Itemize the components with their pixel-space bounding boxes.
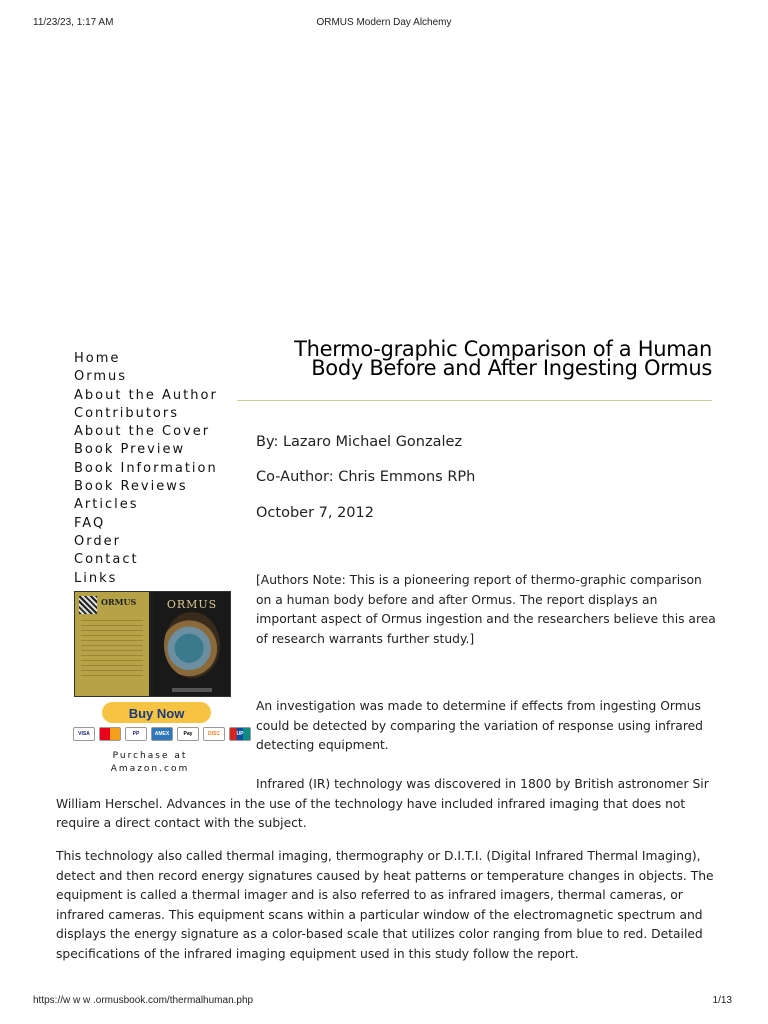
unionpay-icon: UP <box>229 727 251 741</box>
nav-links[interactable]: Links <box>74 570 118 586</box>
nav-order[interactable]: Order <box>74 533 121 549</box>
amex-icon: AMEX <box>151 727 173 741</box>
nav-about-cover[interactable]: About the Cover <box>74 424 211 440</box>
book-back-cover <box>75 592 149 696</box>
nav-ormus[interactable]: Ormus <box>74 369 128 385</box>
title-divider <box>237 400 712 401</box>
article-date: October 7, 2012 <box>256 505 374 521</box>
print-page-title: ORMUS Modern Day Alchemy <box>316 17 452 28</box>
visa-icon: VISA <box>73 727 95 741</box>
purchase-at-amazon-link[interactable] <box>95 750 205 776</box>
print-datetime: 11/23/23, 1:17 AM <box>33 17 114 28</box>
article-title: Thermo-graphic Comparison of a Human Body Before and After Ingesting Ormus <box>294 337 712 380</box>
site-nav <box>74 350 218 588</box>
apple-pay-icon: Pay <box>177 727 199 741</box>
mastercard-icon <box>99 727 121 741</box>
cover-footer <box>172 688 212 692</box>
nav-articles[interactable]: Articles <box>74 497 139 513</box>
paypal-icon: PP <box>125 727 147 741</box>
nav-faq[interactable]: FAQ <box>74 515 106 531</box>
book-back-text <box>81 620 143 680</box>
book-front-title: ORMUS <box>166 598 218 611</box>
book-cover-image[interactable] <box>74 591 231 697</box>
article-author: By: Lazaro Michael Gonzalez <box>256 434 463 450</box>
payment-cards <box>73 727 251 741</box>
print-page-number: 1/13 <box>712 995 732 1006</box>
cover-artwork <box>164 612 220 678</box>
nav-book-reviews[interactable]: Book Reviews <box>74 479 188 495</box>
purchase-line-1: Purchase at <box>112 751 188 761</box>
nav-contact[interactable]: Contact <box>74 552 139 568</box>
investigation-paragraph: An investigation was made to determine if effects from ingesting Ormus could be detected by comparing the variation of response using infrared detecting equipment. <box>256 699 703 752</box>
book-back-title: ORMUS <box>101 597 137 607</box>
print-url: https://w w w .ormusbook.com/thermalhuman.php <box>33 995 254 1006</box>
purchase-line-2: Amazon.com <box>110 764 190 774</box>
book-front-cover <box>154 592 230 696</box>
qr-code <box>79 596 97 614</box>
nav-book-information[interactable]: Book Information <box>74 460 218 476</box>
discover-icon: DISC <box>203 727 225 741</box>
buy-now-button[interactable]: Buy Now <box>102 702 211 723</box>
authors-note-paragraph: [Authors Note: This is a pioneering report of thermo-graphic comparison on a human body before and after Ormus. The report displays an important aspect of Ormus ingestion and the researchers believe this area of research warrants further study.] <box>256 573 716 646</box>
thermal-imaging-paragraph: This technology also called thermal imaging, thermography or D.I.T.I. (Digital Infrared Thermal Imaging), detect and then record energy signatures caused by heat patterns or temperature changes in objects. The equipment is called a thermal imager and is also referred to as infrared imagers, thermal cameras, or infrared cameras. This equipment scans within a particular window of the electromagnetic spectrum and displays the energy signature as a color-based scale that utilizes color ranging from blue to red. Detailed specifications of the infrared imaging equipment used in this study follow the report. <box>56 849 714 961</box>
nav-book-preview[interactable]: Book Preview <box>74 442 186 458</box>
article-coauthor: Co-Author: Chris Emmons RPh <box>256 469 476 485</box>
infrared-history-paragraph: Infrared (IR) technology was discovered in 1800 by British astronomer Sir William Herschel. Advances in the use of the technology have included infrared imaging that does not require a direct contact with the subject. <box>56 777 709 830</box>
nav-home[interactable]: Home <box>74 351 121 366</box>
nav-contributors[interactable]: Contributors <box>74 405 179 421</box>
nav-about-author[interactable]: About the Author <box>74 387 218 403</box>
